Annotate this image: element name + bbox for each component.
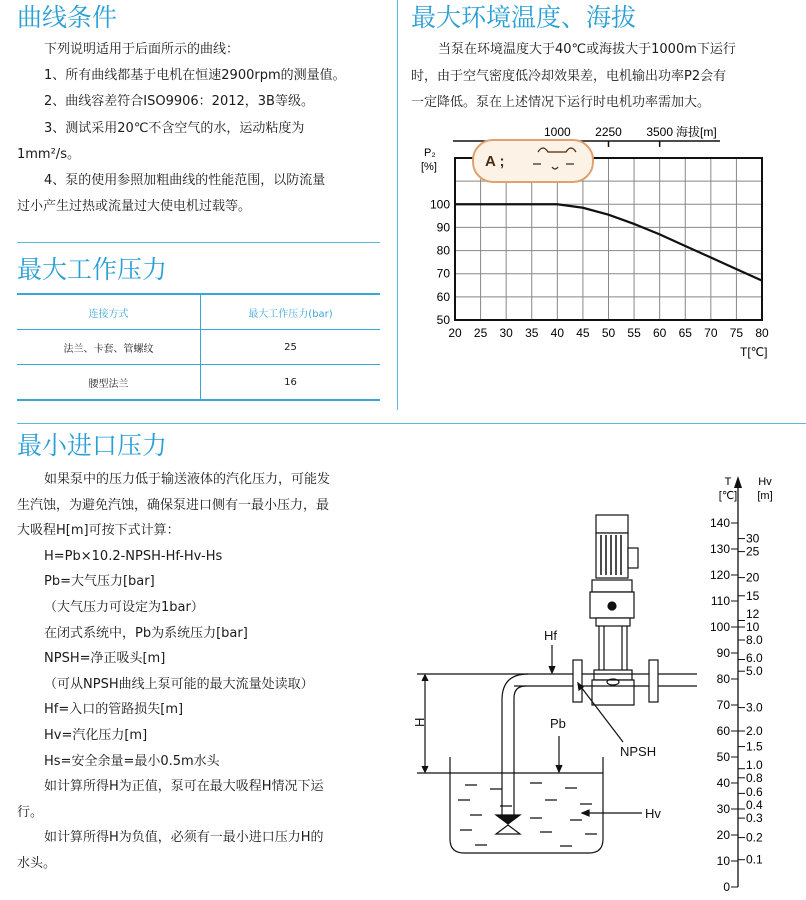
t-tick-label: 10 <box>716 854 730 868</box>
hv-tick-label: 5.0 <box>746 664 763 679</box>
x-tick-label: 75 <box>729 326 744 340</box>
t-tick-label: 0 <box>723 880 730 894</box>
label-npsh: NPSH <box>620 744 657 759</box>
t-tick-label: 90 <box>716 646 730 660</box>
paragraph-line: 4、泵的使用参照加粗曲线的性能范围，以防流量 <box>44 173 326 188</box>
paragraph-line: H=Pb×10.2-NPSH-Hf-Hv-Hs <box>44 548 223 564</box>
label-hf: Hf <box>544 628 557 643</box>
t-tick-label: 50 <box>716 750 730 764</box>
paragraph-line: Hv=汽化压力[m] <box>44 728 148 743</box>
y-tick-label: 80 <box>436 243 450 258</box>
t-tick-label: 120 <box>709 568 730 582</box>
hv-tick-label: 25 <box>746 544 760 559</box>
hv-tick-label: 20 <box>746 570 760 585</box>
label-pb: Pb <box>550 716 566 731</box>
paragraph-line: 1、所有曲线都基于电机在恒速2900rpm的测量值。 <box>44 68 346 84</box>
paragraph-line: NPSH=净正吸头[m] <box>44 651 166 667</box>
t-tick-label: 20 <box>716 828 730 842</box>
altitude-axis-label: 海拔[m] <box>676 125 717 139</box>
hv-tick-label: 6.0 <box>746 651 763 666</box>
t-tick-label: 140 <box>709 516 730 530</box>
min-inlet-title: 最小进口压力 <box>17 431 168 460</box>
x-tick-label: 35 <box>525 326 539 340</box>
paragraph-line: Pb=大气压力[bar] <box>44 574 155 590</box>
t-unit: [℃] <box>718 490 738 502</box>
paragraph-line: 水头。 <box>17 856 57 871</box>
x-tick-label: 25 <box>473 326 488 340</box>
paragraph-line: 生汽蚀，为避免汽蚀，确保泵进口侧有一最小压力，最 <box>17 497 330 513</box>
paragraph-line: 2、曲线容差符合ISO9906：2012，3B等级。 <box>44 94 314 110</box>
sticker-text: A ; <box>485 153 505 170</box>
t-tick-label: 80 <box>716 672 730 686</box>
altitude-tick-label: 3500 <box>646 125 674 139</box>
hv-tick-label: 30 <box>746 531 760 546</box>
x-tick-label: 60 <box>652 326 667 340</box>
paragraph-line: 如果泵中的压力低于输送液体的汽化压力，可能发 <box>44 472 331 487</box>
paragraph-line: 当泵在环境温度大于40℃或海拔大于1000m下运行 <box>438 42 736 57</box>
paragraph-line: 如计算所得H为负值，必须有一最小进口压力H的 <box>44 830 324 846</box>
hv-tick-label: 0.4 <box>746 798 763 813</box>
hv-tick-label: 8.0 <box>746 633 763 647</box>
hv-tick-label: 15 <box>746 588 760 603</box>
y-axis-unit: [%] <box>421 161 437 173</box>
x-tick-label: 50 <box>601 326 616 340</box>
cell: 16 <box>201 365 381 401</box>
x-tick-label: 70 <box>704 326 718 340</box>
altitude-tick-label: 2250 <box>595 125 622 139</box>
paragraph-line: 大吸程H[m]可按下式计算： <box>17 523 180 539</box>
label-hv: Hv <box>645 806 661 821</box>
paragraph-line: Hf=入口的管路损失[m] <box>44 702 184 718</box>
x-tick-label: 55 <box>627 326 641 340</box>
paragraph-line: 时，由于空气密度低冷却效果差，电机输出功率P2会有 <box>411 68 727 84</box>
cell: 腰型法兰 <box>17 365 201 401</box>
hv-tick-label: 0.2 <box>746 830 763 845</box>
hv-tick-label: 12 <box>746 607 760 621</box>
x-tick-label: 65 <box>678 326 692 340</box>
hv-tick-label: 0.1 <box>746 852 763 867</box>
paragraph-line: 下列说明适用于后面所示的曲线： <box>44 42 240 57</box>
paragraph-line: 过小产生过热或流量过大使电机过载等。 <box>17 199 252 215</box>
t-tick-label: 130 <box>709 542 730 556</box>
hv-tick-label: 1.5 <box>746 739 763 754</box>
paragraph-line: 在闭式系统中，Pb为系统压力[bar] <box>44 625 248 641</box>
x-tick-label: 30 <box>499 326 513 340</box>
y-tick-label: 90 <box>436 220 450 235</box>
y-tick-label: 50 <box>436 313 450 327</box>
t-tick-label: 30 <box>716 802 730 816</box>
hv-tick-label: 10 <box>746 620 760 634</box>
y-axis-label: P₂ <box>424 147 436 159</box>
x-tick-label: 80 <box>755 326 769 340</box>
t-label: T <box>724 476 732 488</box>
arrow-up-icon <box>734 476 742 488</box>
hv-tick-label: 3.0 <box>746 700 763 715</box>
hv-tick-label: 0.6 <box>746 785 763 800</box>
hv-label: Hv <box>758 476 772 488</box>
hv-tick-label: 0.8 <box>746 770 763 785</box>
x-tick-label: 45 <box>576 326 590 340</box>
paragraph-line: 3、测试采用20℃不含空气的水，运动粘度为 <box>44 120 305 136</box>
cell: 25 <box>201 330 381 365</box>
cell: 法兰、卡套、管螺纹 <box>17 330 201 365</box>
paragraph-line: 行。 <box>17 804 44 820</box>
paragraph-line: 如计算所得H为正值，泵可在最大吸程H情况下运 <box>44 779 324 795</box>
hv-tick-label: 1.0 <box>746 757 763 772</box>
paragraph-line: （大气压力可设定为1bar） <box>44 600 204 615</box>
y-tick-label: 60 <box>436 289 450 304</box>
header-pressure: 最大工作压力(bar) <box>201 294 381 330</box>
t-tick-label: 100 <box>709 620 730 634</box>
header-connection: 连接方式 <box>17 294 201 330</box>
hv-unit: [m] <box>757 490 773 502</box>
t-tick-label: 70 <box>716 698 730 712</box>
hv-tick-label: 2.0 <box>746 724 763 738</box>
y-tick-label: 100 <box>429 197 450 212</box>
altitude-tick-label: 1000 <box>543 125 571 139</box>
curve-conditions-title: 曲线条件 <box>17 3 118 32</box>
paragraph-line: 1mm²/s。 <box>17 146 80 162</box>
max-pressure-title: 最大工作压力 <box>17 255 168 284</box>
ambient-title: 最大环境温度、海拔 <box>411 3 637 32</box>
hv-tick-label: 0.3 <box>746 811 763 826</box>
x-axis-label: T[℃] <box>740 345 768 359</box>
y-tick-label: 70 <box>436 266 450 281</box>
t-tick-label: 40 <box>716 776 730 790</box>
t-tick-label: 110 <box>710 594 730 608</box>
paragraph-line: Hs=安全余量=最小0.5m水头 <box>44 753 220 769</box>
x-tick-label: 20 <box>448 326 462 340</box>
paragraph-line: （可从NPSH曲线上泵可能的最大流量处读取） <box>44 676 314 692</box>
t-tick-label: 60 <box>716 724 730 738</box>
x-tick-label: 40 <box>550 326 565 340</box>
paragraph-line: 一定降低。泵在上述情况下运行时电机功率需加大。 <box>411 95 711 110</box>
label-h: H <box>412 717 427 727</box>
